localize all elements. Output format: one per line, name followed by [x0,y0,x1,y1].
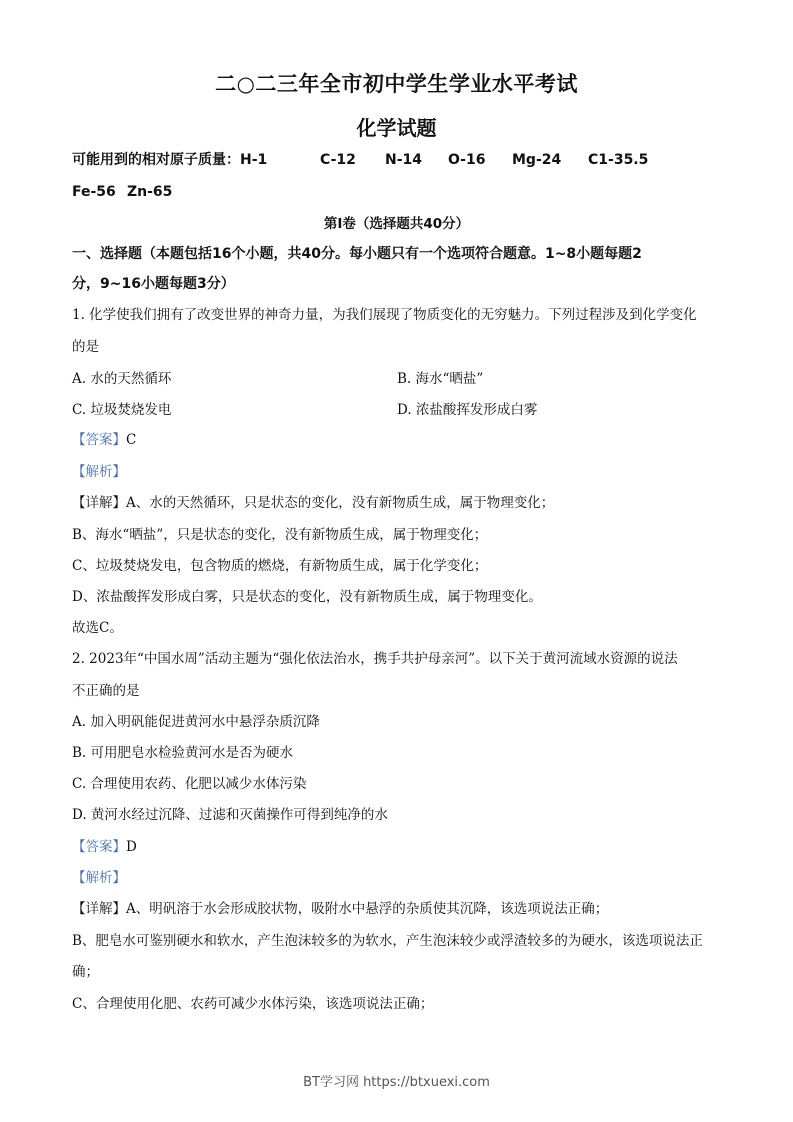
detail-label: 【详解】 [72,901,126,917]
exam-title: 二○二三年全市初中学生学业水平考试 [215,72,578,96]
question-1-detail-line: D、浓盐酸挥发形成白雾，只是状态的变化，没有新物质生成，属于物理变化。 [72,589,542,605]
detail-label: 【详解】 [72,495,126,511]
atomic-mass-item: C1-35.5 [588,152,649,168]
atomic-mass-item: Mg-24 [512,152,562,168]
question-2-answer [72,838,137,856]
question-1-option-b: B. 海水“晒盐” [397,371,484,387]
answer-label: 【答案】 [72,432,126,448]
question-2-stem-line-1: 2. 2023年“中国水周”活动主题为“强化依法治水，携手共护母亲河”。以下关于黄河流域水资源的说法 [72,651,678,667]
watermark-footer: BT学习网 https://btxuexi.com [303,1075,490,1090]
question-1-detail-line [72,494,554,512]
atomic-mass-item: Zn-65 [127,184,173,200]
volume-title: 第I卷（选择题共40分） [323,216,470,232]
atomic-mass-item: Fe-56 [72,184,116,200]
question-2-detail-line [72,900,608,918]
question-2-detail-line: C、合理使用化肥、农药可减少水体污染，该选项说法正确； [72,996,434,1012]
answer-value: D [126,839,137,855]
detail-text: A、水的天然循环，只是状态的变化，没有新物质生成，属于物理变化； [126,495,555,511]
question-1-option-c: C. 垃圾焚烧发电 [72,402,172,418]
answer-value: C [126,432,137,448]
question-1-detail-line: B、海水“晒盐”，只是状态的变化，没有新物质生成，属于物理变化； [72,527,488,543]
question-1-analysis-label: 【解析】 [72,464,126,480]
section-instructions-line-2: 分，9~16小题每题3分） [72,276,235,292]
question-1-conclusion: 故选C。 [72,620,123,636]
question-1-option-d: D. 浓盐酸挥发形成白雾 [397,402,538,418]
question-2-option-a: A. 加入明矾能促进黄河水中悬浮杂质沉降 [72,714,320,730]
answer-label: 【答案】 [72,839,126,855]
question-2-option-c: C. 合理使用农药、化肥以减少水体污染 [72,776,307,792]
question-1-answer [72,431,136,449]
question-2-stem-line-2: 不正确的是 [72,683,140,699]
question-2-detail-line: 确； [72,964,99,980]
question-2-option-b: B. 可用肥皂水检验黄河水是否为硬水 [72,745,294,761]
atomic-mass-item: O-16 [448,152,486,168]
question-1-stem-line-1: 1. 化学使我们拥有了改变世界的神奇力量，为我们展现了物质变化的无穷魅力。下列过程涉及到化学变化 [72,307,697,323]
question-2-analysis-label: 【解析】 [72,870,126,886]
atomic-mass-item: C-12 [320,152,356,168]
exam-subtitle: 化学试题 [356,116,437,140]
atomic-mass-line-2 [72,183,172,201]
section-instructions-line-1: 一、选择题（本题包括16个小题，共40分。每小题只有一个选项符合题意。1~8小题每题2 [72,246,642,262]
question-1-detail-line: C、垃圾焚烧发电，包含物质的燃烧，有新物质生成，属于化学变化； [72,558,488,574]
atomic-mass-line-1 [72,151,648,169]
question-1-stem-line-2: 的是 [72,339,99,355]
atomic-mass-item: H-1 [240,152,268,168]
atomic-mass-item: N-14 [385,152,423,168]
atomic-mass-label: 可能用到的相对原子质量： [72,152,240,168]
detail-text: A、明矾溶于水会形成胶状物，吸附水中悬浮的杂质使其沉降，该选项说法正确； [126,901,609,917]
question-1-option-a: A. 水的天然循环 [72,371,172,387]
question-2-detail-line: B、肥皂水可鉴别硬水和软水，产生泡沫较多的为软水，产生泡沫较少或浮渣较多的为硬水，该选项说法正 [72,933,703,949]
question-2-option-d: D. 黄河水经过沉降、过滤和灭菌操作可得到纯净的水 [72,807,388,823]
